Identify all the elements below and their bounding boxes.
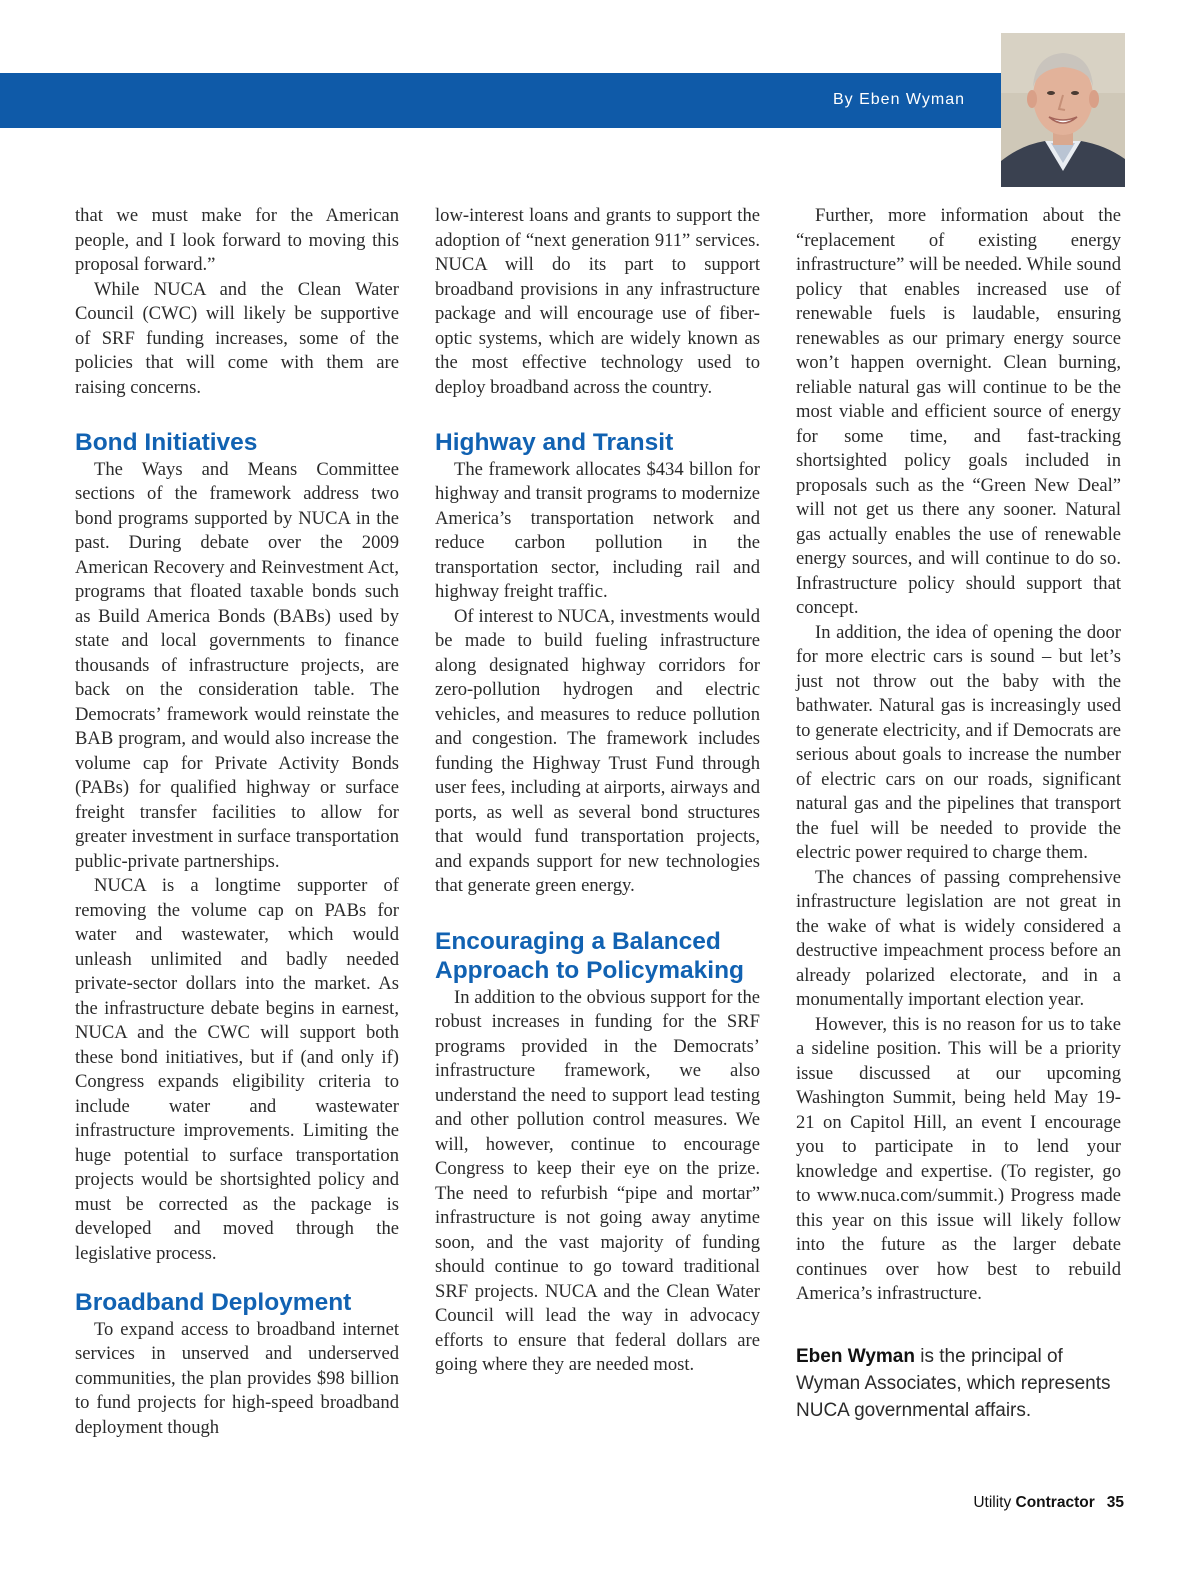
byline: By Eben Wyman (832, 91, 965, 108)
paragraph: However, this is no reason for us to take a sideline position. This will be a priority issue discussed at our upcoming Washington Summit, being held May 19-21 on Capitol Hill, an event I encourage you to participate in to lend your knowledge and expertise. (To register, go to www.nuca.com/summit.) Progress made this year on this issue will likely follow into the future as the larger debate continues over how best to rebuild America’s infrastructure. (796, 1013, 1121, 1304)
paragraph: Of interest to NUCA, investments would be made to build fueling infrastructure along designated highway corridors for zero-pollution hydrogen and electric vehicles, and measures to reduce pollution and congestion. The framework includes funding the Highway Trust Fund through user fees, including at airports, airways and ports, as well as several bond structures that would fund transportation projects, and expands support for new technologies that generate green energy. (435, 605, 760, 896)
author-bio-text: is the principal of Wyman Associates, which represents NUCA governmental affairs. (796, 1345, 1111, 1421)
paragraph: To expand access to broadband internet services in unserved and underserved communities, the plan provides $98 billion to fund projects for high-speed broadband deployment though (75, 1318, 399, 1438)
paragraph: low-interest loans and grants to support the adoption of “next generation 911” services. NUCA will do its part to support broadband provisions in any infrastructure package and will encourage use of fiber-optic systems, which are widely known as the most effective technology used to deploy broadband across the country. (435, 205, 760, 398)
author-photo (1001, 33, 1125, 187)
author-bio (796, 1343, 1121, 1424)
publication-name-light: Utility (973, 1494, 1016, 1511)
section-heading-balanced-approach: Encouraging a Balanced Approach to Policymaking (435, 927, 745, 984)
author-portrait-image (1001, 33, 1125, 187)
section-heading-bond-initiatives: Bond Initiatives (75, 429, 258, 456)
paragraph: In addition, the idea of opening the door for more electric cars is sound – but let’s just not throw out the baby with the bathwater. Natural gas is increasingly used to generate electricity, and if Democrats are serious about goals to increase the number of electric cars on our roads, significant natural gas and the pipelines that transport the fuel will be needed to provide the electric power required to charge them. (796, 621, 1121, 863)
article-column-3 (796, 204, 1121, 1424)
paragraph: The framework allocates $434 billon for highway and transit programs to modernize America’s transportation network and reduce carbon pollution in the transportation sector, including rail and highway freight traffic. (435, 458, 760, 602)
page-footer (973, 1494, 1124, 1512)
paragraph: Further, more information about the “replacement of existing energy infrastructure” will be needed. While sound policy that enables increased use of renewable fuels is laudable, ensuring renewables as our primary energy source won’t happen overnight. Clean burning, reliable natural gas will continue to be the most viable and efficient source of energy for some time, and fast-tracking shortsighted policy goals included in proposals such as the “Green New Deal” will not get us there any sooner. Natural gas actually enables the use of renewable energy sources, and will continue to do so. Infrastructure policy should support that concept. (796, 205, 1121, 618)
paragraph: In addition to the obvious support for the robust increases in funding for the SRF programs provided in the Democrats’ infrastructure framework, we also understand the need to support lead testing and other pollution control measures. We will, however, continue to encourage Congress to keep their eye on the prize. The need to refurbish “pipe and mortar” infrastructure is not going away anytime soon, and the vast majority of funding should continue to go toward traditional SRF projects. NUCA and the Clean Water Council will lead the way in advocacy efforts to ensure that federal dollars are going where they are needed most. (435, 986, 760, 1375)
paragraph: NUCA is a longtime supporter of removing the volume cap on PABs for water and wastewater, which would unleash unlimited and badly needed private-sector dollars into the market. As the infrastructure debate begins in earnest, NUCA and the CWC will support both these bond initiatives, but if (and only if) Congress expands eligibility criteria to include water and wastewater infrastructure improvements. Limiting the huge potential to surface transportation projects would be shortsighted policy and must be corrected as the package is developed and moved through the legislative process. (75, 875, 399, 1264)
publication-name-bold: Contractor (1015, 1494, 1095, 1511)
article-column-2 (435, 204, 760, 1378)
section-heading-broadband-deployment: Broadband Deployment (75, 1289, 352, 1316)
paragraph: The Ways and Means Committee sections of the framework address two bond programs supported by NUCA in the past. During debate over the 2009 American Recovery and Reinvestment Act, programs that floated taxable bonds such as Build America Bonds (BABs) used by state and local governments to finance thousands of infrastructure projects, are back on the consideration table. The Democrats’ framework would reinstate the BAB program, and would also increase the volume cap for Private Activity Bonds (PABs) for qualified highway or surface freight transfer facilities to allow for greater investment in surface transportation public-private partnerships. (75, 458, 399, 872)
paragraph: While NUCA and the Clean Water Council (CWC) will likely be supportive of SRF funding increases, some of the policies that will come with them are raising concerns. (75, 278, 399, 398)
author-bio-name: Eben Wyman (796, 1345, 915, 1367)
section-heading-highway-and-transit: Highway and Transit (435, 429, 674, 456)
article-column-1 (75, 204, 399, 1440)
page-number: 35 (1106, 1494, 1124, 1511)
paragraph: The chances of passing comprehensive infrastructure legislation are not great in the wake of what is widely considered a destructive impeachment process before an already polarized electorate, and in a monumentally important election year. (796, 866, 1121, 1010)
paragraph: that we must make for the American people, and I look forward to moving this proposal forward.” (75, 205, 399, 275)
